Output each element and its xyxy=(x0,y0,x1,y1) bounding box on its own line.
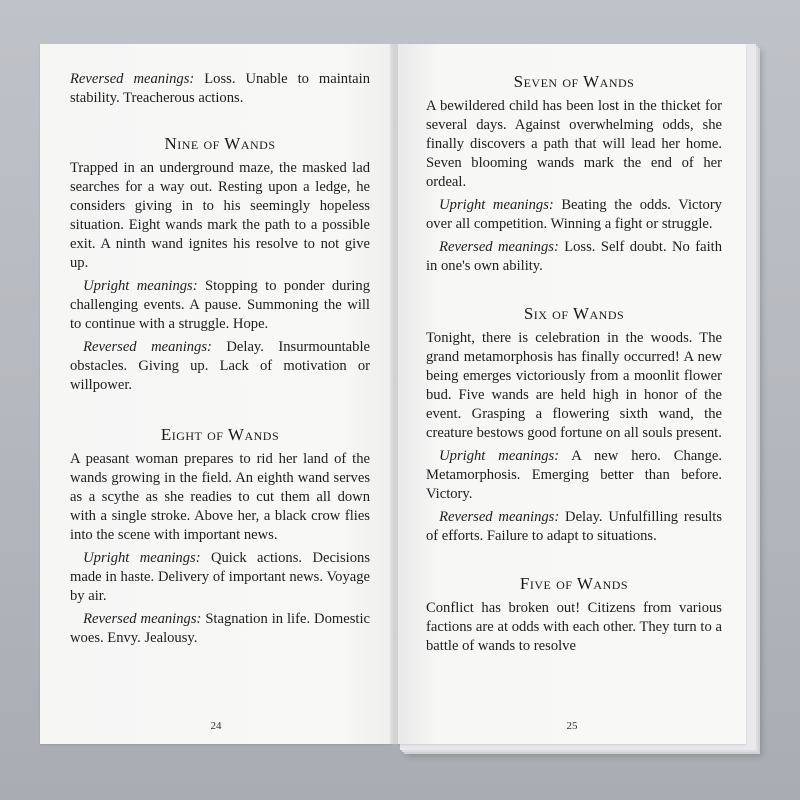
reversed-meanings xyxy=(426,238,722,276)
card-title-nine-of-wands: Nine of Wands xyxy=(164,134,276,153)
reversed-label: Reversed meanings: xyxy=(83,339,212,355)
upright-meanings xyxy=(426,447,722,504)
upright-label: Upright meanings: xyxy=(83,550,201,566)
card-title-six-of-wands: Six of Wands xyxy=(523,304,625,323)
upright-label: Upright meanings: xyxy=(83,278,198,294)
right-page xyxy=(398,44,746,744)
upright-label: Upright meanings: xyxy=(439,197,554,213)
reversed-meanings xyxy=(70,338,370,395)
page-number-right: 25 xyxy=(566,720,578,732)
reversed-meanings xyxy=(70,610,370,648)
upright-text: Quick actions. Decisions made in haste. Delivery of important news. Voyage by air. xyxy=(70,550,370,604)
card-description: A peasant woman prepares to rid her land of the wands growing in the field. An eighth wand serves as a scythe as she readies to cut them all down with a single stroke. Above her, a black crow flies into the scene with important news. xyxy=(70,451,370,543)
reversed-text: Loss. Unable to maintain stability. Treacherous actions. xyxy=(70,71,370,106)
card-title-eight-of-wands: Eight of Wands xyxy=(160,425,280,444)
reversed-text: Stagnation in life. Domestic woes. Envy. Jealousy. xyxy=(70,611,370,646)
upright-meanings xyxy=(426,196,722,234)
booklet xyxy=(40,44,756,750)
reversed-label: Reversed meanings: xyxy=(83,611,202,627)
upright-text: Beating the odds. Victory over all competition. Winning a fight or struggle. xyxy=(426,197,722,232)
reversed-text: Delay. Insurmountable obstacles. Giving up. Lack of motivation or willpower. xyxy=(70,339,370,393)
upright-label: Upright meanings: xyxy=(439,448,560,464)
card-description: Conflict has broken out! Citizens from various factions are at odds with each other. They turn to a battle of wands to resolve xyxy=(426,600,722,654)
reversed-meanings xyxy=(426,508,722,546)
left-page xyxy=(40,44,392,744)
left-page-content xyxy=(70,70,370,652)
page-number-left: 24 xyxy=(210,720,222,732)
reversed-label: Reversed meanings: xyxy=(439,239,559,255)
right-page-content xyxy=(426,68,722,660)
upright-meanings xyxy=(70,277,370,334)
card-title-seven-of-wands: Seven of Wands xyxy=(513,72,635,91)
reversed-text: Loss. Self doubt. No faith in one's own ability. xyxy=(426,239,722,274)
reversed-text: Delay. Unfulfilling results of efforts. Failure to adapt to situations. xyxy=(426,509,722,544)
card-description: Tonight, there is celebration in the woods. The grand metamorphosis has finally occurred! A new being emerges victoriously from a moonlit flower bud. Five wands are held high in honor of the event. Grasping a flowering sixth wand, the creature bestows good fortune on all souls present. xyxy=(426,330,722,441)
upright-text: A new hero. Change. Metamorphosis. Emerging better than before. Victory. xyxy=(426,448,722,502)
top-reversed-meanings xyxy=(70,70,370,108)
card-title-five-of-wands: Five of Wands xyxy=(519,574,629,593)
card-description: Trapped in an underground maze, the masked lad searches for a way out. Resting upon a ledge, he considers giving in to his seemingly hopeless situation. Eight wands mark the path to a possible exit. A ninth wand ignites his resolve to not give up. xyxy=(70,160,370,271)
reversed-label: Reversed meanings: xyxy=(439,509,560,525)
reversed-label: Reversed meanings: xyxy=(70,71,195,87)
upright-text: Stopping to ponder during challenging events. A pause. Summoning the will to continue with a struggle. Hope. xyxy=(70,278,370,332)
upright-meanings xyxy=(70,549,370,606)
card-description: A bewildered child has been lost in the thicket for several days. Against overwhelming odds, she finally discovers a path that will lead her home. Seven blooming wands mark the end of her ordeal. xyxy=(426,98,722,190)
